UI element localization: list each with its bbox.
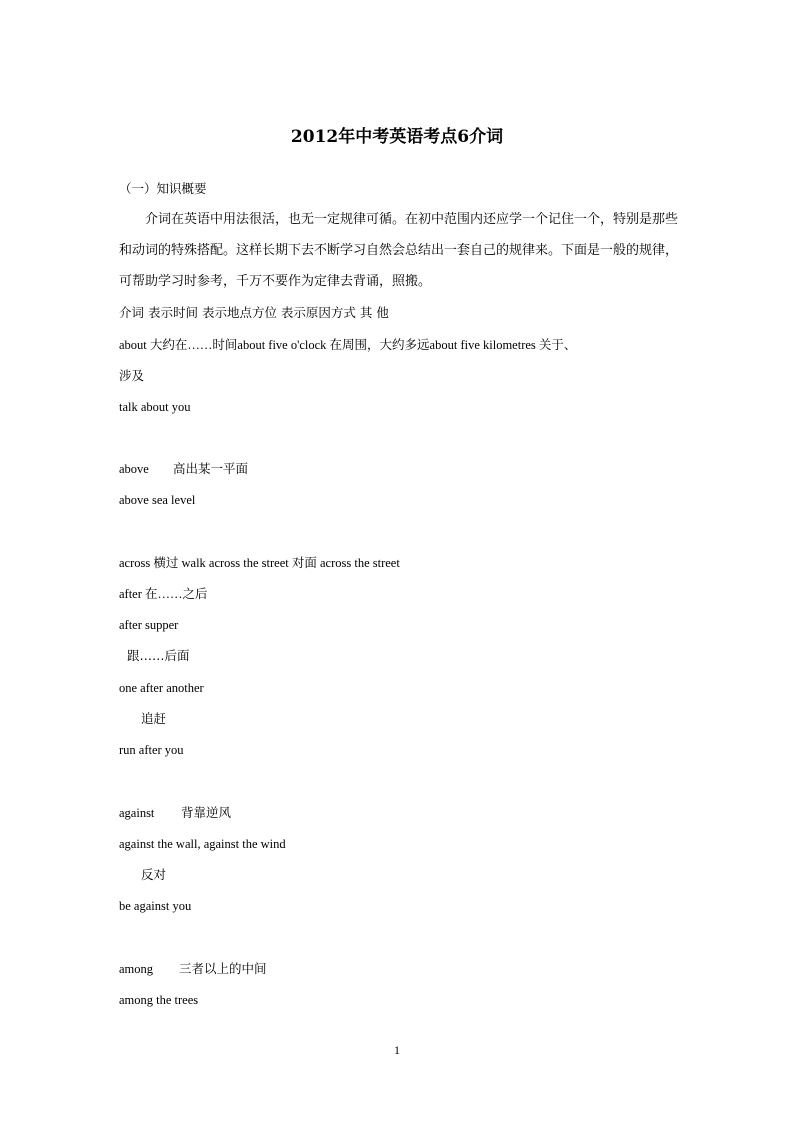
above-meaning: 高出某一平面 <box>173 461 249 476</box>
against-example: against the wall, against the wind <box>119 837 286 851</box>
after-meaning-2: 跟……后面 <box>127 648 190 663</box>
against-example-2: be against you <box>119 899 192 913</box>
against-meaning: 背靠逆风 <box>181 805 232 820</box>
across-line: across 横过 walk across the street 对面 across the street <box>119 556 400 570</box>
after-example-3: run after you <box>119 743 184 757</box>
about-line-cont: 涉及 <box>119 368 145 383</box>
about-example: talk about you <box>119 400 191 414</box>
after-example: after supper <box>119 618 179 632</box>
above-example: above sea level <box>119 493 196 507</box>
section-heading: （一）知识概要 <box>119 181 207 196</box>
about-line: about 大约在……时间about five o'clock 在周围，大约多远about five kilometres 关于、 <box>119 338 577 352</box>
after-meaning-3: 追赶 <box>141 711 167 726</box>
page-number: 1 <box>394 1043 400 1057</box>
among-word: among <box>119 962 154 976</box>
table-header: 介词 表示时间 表示地点方位 表示原因方式 其 他 <box>119 305 389 320</box>
intro-paragraph: 介词在英语中用法很活，也无一定规律可循。在初中范围内还应学一个记住一个，特别是那些和动词的特殊搭配。这样长期下去不断学习自然会总结出一套自己的规律来。下面是一般的规律，可帮助学习时参考，千万不要作为定律去背诵，照搬。 <box>119 212 679 289</box>
among-meaning: 三者以上的中间 <box>179 961 267 976</box>
against-word: against <box>119 806 155 820</box>
among-example: among the trees <box>119 993 199 1007</box>
above-word: above <box>119 462 149 476</box>
after-line: after 在……之后 <box>119 587 208 601</box>
document-title: 2012年中考英语考点6介词 <box>290 127 504 147</box>
after-example-2: one after another <box>119 681 204 695</box>
against-meaning-2: 反对 <box>141 867 167 882</box>
